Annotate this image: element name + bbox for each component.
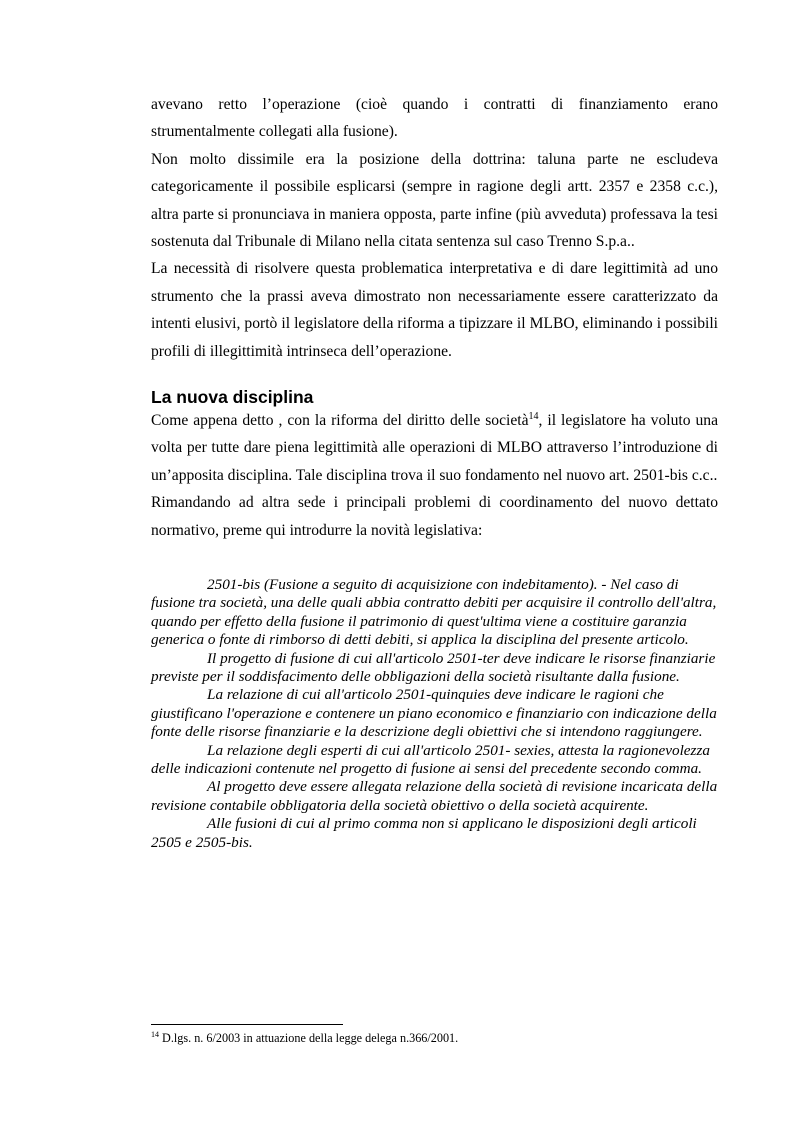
quoted-clause: Al progetto deve essere allegata relazione della società di revisione incaricata della revisione contabile obbligatoria della società obiettivo o della società acquirente. [151,778,718,814]
footnote [151,1030,718,1046]
quoted-clause: Il progetto di fusione di cui all'articolo 2501-ter deve indicare le risorse finanziarie previste per il soddisfacimento delle obbligazioni della società risultante dalla fusione. [151,649,716,686]
quoted-clause: La relazione degli esperti di cui all'articolo 2501- sexies, attesta la ragionevolezza delle indicazioni contenute nel progetto di fusione ai sensi del precedente secondo comma. [151,741,710,778]
intro-text-end: , il legislatore ha voluto una volta per tutte dare piena legittimità alle operazioni di MLBO attraverso l’introduzione di un’apposita disciplina. Tale disciplina trova il suo fondamento nel nuovo art. 2501-bis c.c.. [151,412,719,484]
footnote-number: 14 [151,1029,159,1039]
intro-paragraph [151,407,718,489]
quoted-clause: 2501-bis (Fusione a seguito di acquisizione con indebitamento). - Nel caso di fusione tra società, una delle quali abbia contratto debiti per acquisire il controllo dell'altra, quando per effetto della fusione il patrimonio di quest'ultima viene a costituire garanzia generica o fonte di rimborso di detti debiti, si applica la disciplina del presente articolo. [151,576,717,649]
opening-paragraphs [151,91,718,365]
intro-text-start: Come appena detto , con la riforma del diritto delle società [151,412,529,429]
footnote-text: D.lgs. n. 6/2003 in attuazione della legge delega n.366/2001. [159,1031,459,1045]
quoted-article [151,576,718,852]
lead-in-paragraph: Rimandando ad altra sede i principali problemi di coordinamento del nuovo dettato normativo, preme qui introdurre la novità legislativa: [151,494,718,539]
paragraph: Non molto dissimile era la posizione della dottrina: taluna parte ne escludeva categoricamente il possibile esplicarsi (sempre in ragione degli artt. 2357 e 2358 c.c.), altra parte si pronunciava in maniera opposta, parte infine (più avveduta) professava la tesi sostenuta dal Tribunale di Milano nella citata sentenza sul caso Trenno S.p.a.. [151,150,718,251]
quoted-clause: La relazione di cui all'articolo 2501-quinquies deve indicare le ragioni che giustificano l'operazione e contenere un piano economico e finanziario con indicazione della fonte delle risorse finanziarie e la descrizione degli obiettivi che si intendono raggiungere. [151,686,717,741]
paragraph: avevano retto l’operazione (cioè quando i contratti di finanziamento erano strumentalmente collegati alla fusione). [151,96,718,141]
section-heading: La nuova disciplina [151,387,314,407]
section-body [151,407,718,544]
footnote-separator [151,1024,343,1025]
footnote-reference: 14 [528,410,539,422]
paragraph: La necessità di risolvere questa problematica interpretativa e di dare legittimità ad uno strumento che la prassi aveva dimostrato non necessariamente essere caratterizzato da intenti elusivi, portò il legislatore della riforma a tipizzare il MLBO, eliminando i possibili profili di illegittimità intrinseca dell’operazione. [151,260,718,360]
quoted-clause: Alle fusioni di cui al primo comma non si applicano le disposizioni degli articoli 2505 e 2505-bis. [151,815,697,851]
